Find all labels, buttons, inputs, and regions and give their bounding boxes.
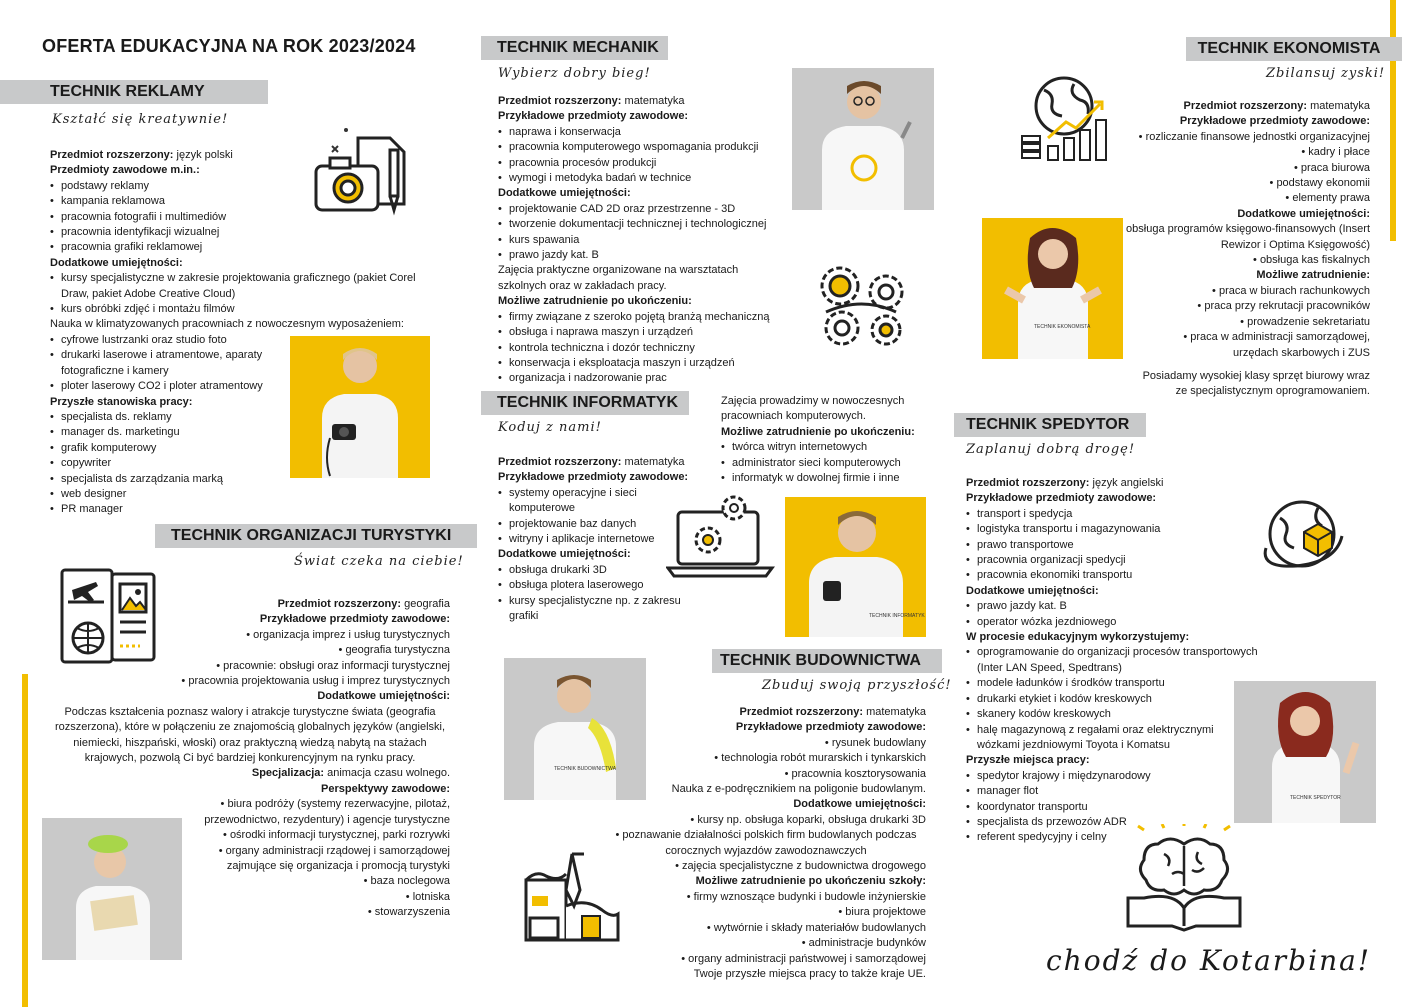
- list-item: • transport i spedycja: [966, 507, 1286, 522]
- photo-student-mechanik: [792, 68, 934, 210]
- list-item: • firmy związane z szeroko pojętą branżą mechaniczną: [498, 310, 788, 325]
- list-item: • pracownia organizacji spedycji: [966, 553, 1286, 568]
- list-item: • administracje budynków: [606, 936, 926, 951]
- list-item: • technologia robót murarskich i tynkarskich: [606, 751, 926, 766]
- list-item: • obsługa programów księgowo-finansowych (Insert Rewizor i Optima Księgowość): [1110, 222, 1370, 253]
- list-item: • halę magazynową z regałami oraz elektrycznymi wózkami jezdniowymi Toyota i Komatsu: [966, 723, 1232, 754]
- list-item: • pracownia fotografii i multimediów: [50, 210, 440, 225]
- list-item: • obsługa plotera laserowego: [498, 578, 688, 593]
- list-item: • manager ds. marketingu: [50, 425, 440, 440]
- list-item: • modele ładunków i środków transportu: [966, 676, 1286, 691]
- slogan-reklamy: Kształć się kreatywnie!: [52, 112, 229, 127]
- photo-student-informatyk: [785, 497, 926, 637]
- icon-laptop-gears: [666, 494, 776, 589]
- shirt-label-budownictwa: TECHNIK BUDOWNICTWA: [554, 766, 617, 772]
- list-item: • administrator sieci komputerowych: [721, 456, 946, 471]
- list-item: • ploter laserowy CO2 i ploter atramentowy: [50, 379, 280, 394]
- list-item: • wymogi i metodyka badań w technice: [498, 171, 788, 186]
- list-item: • prawo jazdy kat. B: [498, 248, 788, 263]
- list-item: • pracownia kosztorysowania: [606, 767, 926, 782]
- list-item: • pracownia komputerowego wspomagania produkcji: [498, 140, 788, 155]
- list-item: • projektowanie CAD 2D oraz przestrzenne - 3D: [498, 202, 788, 217]
- ekonomista-content: Przedmiot rozszerzony: matematyka Przykładowe przedmioty zawodowe: • rozliczanie finansowe jednostki organizacyjnej • kadry i płace • praca biurowa • podstawy ekonomii • elementy prawa Dodatkowe umiejętności: • obsługa programów księgowo-finansowych (Insert Rewizor i Optima Księgowość) • obsługa kas fiskalnych Możliwe zatrudnienie: • praca w biurach rachunkowych • praca przy rekrutacji pracowników • prowadzenie sekretariatu • praca w administracji samorządowej, urzędach skarbowych i ZUS Posiadamy wysokiej klasy sprzęt biurowy wraz ze specjalistycznym oprogramowaniem.: [1110, 99, 1370, 400]
- list-item: • informatyk w dowolnej firmie i inne: [721, 471, 946, 486]
- list-item: • rysunek budowlany: [606, 736, 926, 751]
- slogan-informatyk: Koduj z nami!: [498, 420, 602, 435]
- list-item: • konserwacja i eksploatacja maszyn i urządzeń: [498, 356, 788, 371]
- list-item: • drukarki laserowe i atramentowe, aparaty fotograficzne i kamery: [50, 348, 280, 379]
- budownictwa-content: Przedmiot rozszerzony: matematyka Przykładowe przedmioty zawodowe: • rysunek budowlany • technologia robót murarskich i tynkarskich • pracownia kosztorysowania Nauka z e-podręcznikiem na poligonie budowlanym. Dodatkowe umiejętności: • kursy np. obsługa koparki, obsługa drukarki 3D • poznawanie działalności polskich firm budowlanych podczas corocznych wyjazdów zawodoznawczych • zajęcia specjalistyczne z budownictwa drogowego Możliwe zatrudnienie po ukończeniu szkoły: • firmy wznoszące budynki i budowle inżynierskie • biura projektowe • wytwórnie i składy materiałów budowlanych • administracje budynków • organy administracji państwowej i samorządowej Twoje przyszłe miejsca pracy to także kraje UE.: [606, 705, 926, 982]
- list-item: • operator wózka jezdniowego: [966, 615, 1286, 630]
- list-item: • kurs obróbki zdjęć i montażu filmów: [50, 302, 440, 317]
- list-item: • obsługa i naprawa maszyn i urządzeń: [498, 325, 788, 340]
- list-item: • praca w administracji samorządowej, urzędach skarbowych i ZUS: [1110, 330, 1370, 361]
- section-header-mechanik: TECHNIK MECHANIK: [481, 36, 668, 60]
- list-item: • tworzenie dokumentacji technicznej i technologicznej: [498, 217, 788, 232]
- list-item: • kurs spawania: [498, 233, 788, 248]
- photo-student-reklamy: [290, 336, 430, 478]
- section-header-ekonomista: TECHNIK EKONOMISTA: [1186, 37, 1402, 61]
- list-item: • koordynator transportu: [966, 800, 1286, 815]
- list-item: • referent spedycyjny i celny: [966, 830, 1286, 845]
- list-item: • poznawanie działalności polskich firm budowlanych podczas corocznych wyjazdów zawodoznawczych: [606, 828, 926, 859]
- list-item: • pracownia grafiki reklamowej: [50, 240, 440, 255]
- list-item: • kadry i płace: [1110, 145, 1370, 160]
- list-item: • stowarzyszenia: [180, 905, 450, 920]
- list-item: • copywriter: [50, 456, 440, 471]
- list-item: • kontrola techniczna i dozór techniczny: [498, 341, 788, 356]
- list-item: • obsługa kas fiskalnych: [1110, 253, 1370, 268]
- list-item: • witryny i aplikacje internetowe: [498, 532, 658, 547]
- spedytor-content: Przedmiot rozszerzony: język angielski Przykładowe przedmioty zawodowe: • transport i spedycja • logistyka transportu i magazynowania • prawo transportowe • pracownia organizacji spedycji • pracownia ekonomiki transportu Dodatkowe umiejętności: • prawo jazdy kat. B • operator wózka jezdniowego W procesie edukacyjnym wykorzystujemy: • oprogramowanie do organizacji procesów transportowych (Inter LAN Speed, Spedtrans) • modele ładunków i środków transportu • drukarki etykiet i kodów kreskowych • skanery kodów kreskowych • halę magazynową z regałami oraz elektrycznymi wózkami jezdniowymi Toyota i Komatsu Przyszłe miejsca pracy: • spedytor krajowy i międzynarodowy • manager flot • koordynator transportu • specjalista ds przewozów ADR • referent spedycyjny i celny: [966, 476, 1286, 846]
- list-item: • specjalista ds przewozów ADR: [966, 815, 1286, 830]
- list-item: • prawo transportowe: [966, 538, 1286, 553]
- accent-bar-left: [22, 674, 28, 1007]
- photo-student-ekonomista: [982, 218, 1123, 359]
- list-item: • praca biurowa: [1110, 161, 1370, 176]
- list-item: • obsługa drukarki 3D: [498, 563, 688, 578]
- reklamy-content: Przedmiot rozszerzony: język polski Przedmioty zawodowe m.in.: • podstawy reklamy • kampania reklamowa • pracownia fotografii i multimediów • pracownia identyfikacji wizualnej • pracownia grafiki reklamowej Dodatkowe umiejętności: • kursy specjalistyczne w zakresie projektowania graficznego (pakiet Corel Draw, pakiet Adobe Creative Cloud) • kurs obróbki zdjęć i montażu filmów Nauka w klimatyzowanych pracowniach z nowoczesnym wyposażeniem: • cyfrowe lustrzanki oraz studio foto • drukarki laserowe i atramentowe, aparaty fotograficzne i kamery • ploter laserowy CO2 i ploter atramentowy Przyszłe stanowiska pracy: • specjalista ds. reklamy • manager ds. marketingu • grafik komputerowy • copywriter • specjalista ds zarządzania marką • web designer • PR manager: [50, 148, 440, 518]
- list-item: • PR manager: [50, 502, 440, 517]
- slogan-mechanik: Wybierz dobry bieg!: [498, 66, 651, 81]
- list-item: • kampania reklamowa: [50, 194, 440, 209]
- list-item: • specjalista ds zarządzania marką: [50, 472, 440, 487]
- list-item: • systemy operacyjne i sieci komputerowe: [498, 486, 658, 517]
- list-item: • podstawy reklamy: [50, 179, 440, 194]
- list-item: • cyfrowe lustrzanki oraz studio foto: [50, 333, 280, 348]
- list-item: • naprawa i konserwacja: [498, 125, 788, 140]
- slogan-turystyka: Świat czeka na ciebie!: [294, 554, 464, 569]
- list-item: • organizacja imprez i usług turystycznych: [50, 628, 450, 643]
- list-item: • projektowanie baz danych: [498, 517, 658, 532]
- list-item: • praca przy rekrutacji pracowników: [1110, 299, 1370, 314]
- list-item: • ośrodki informacji turystycznej, parki rozrywki: [180, 828, 450, 843]
- list-item: • pracownia projektowania usług i imprez turystycznych: [50, 674, 450, 689]
- icon-gears: [812, 262, 912, 357]
- icon-globe-finance: [1018, 74, 1110, 169]
- list-item: • manager flot: [966, 784, 1286, 799]
- shirt-label-informatyk: TECHNIK INFORMATYK: [869, 613, 925, 619]
- list-item: • web designer: [50, 487, 440, 502]
- section-header-reklamy: TECHNIK REKLAMY: [0, 80, 268, 104]
- list-item: • lotniska: [180, 890, 450, 905]
- shirt-label-ekonomista: TECHNIK EKONOMISTA: [1034, 324, 1091, 330]
- list-item: • specjalista ds. reklamy: [50, 410, 440, 425]
- list-item: • logistyka transportu i magazynowania: [966, 522, 1286, 537]
- list-item: • elementy prawa: [1110, 191, 1370, 206]
- slogan-ekonomista: Zbilansuj zyski!: [1266, 66, 1386, 81]
- slogan-budownictwa: Zbuduj swoją przyszłość!: [762, 678, 952, 693]
- list-item: • organy administracji rządowej i samorządowej zajmujące się organizacja i promocją turystyki: [180, 844, 450, 875]
- list-item: • biura projektowe: [606, 905, 926, 920]
- list-item: • pracownia ekonomiki transportu: [966, 568, 1286, 583]
- list-item: • wytwórnie i składy materiałów budowlanych: [606, 921, 926, 936]
- list-item: • prawo jazdy kat. B: [966, 599, 1286, 614]
- list-item: • organy administracji państwowej i samorządowej: [606, 952, 926, 967]
- turystyka-content: Przedmiot rozszerzony: geografia Przykładowe przedmioty zawodowe: • organizacja imprez i usług turystycznych • geografia turystyczna • pracownie: obsługi oraz informacji turystycznej • pracownia projektowania usług i imprez turystycznych Dodatkowe umiejętności: Podczas kształcenia poznasz walory i atrakcje turystyczne świata (geografia rozszerzona), które w połączeniu ze znajomością globalnych języków (angielski, niemiecki, hiszpański, włoski) oraz praktyczną wiedzą nabytą na stażach krajowych, pozwolą Ci być bardziej konkurencyjnym na rynku pracy. Specjalizacja: animacja czasu wolnego. Perspektywy zawodowe: • biura podróży (systemy rezerwacyjne, pilotaż, przewodnictwo, rezydentury) i agencje turystyczne • ośrodki informacji turystycznej, parki rozrywki • organy administracji rządowej i samorządowej zajmujące się organizacja i promocją turystyki • baza noclegowa • lotniska • stowarzyszenia: [50, 597, 450, 921]
- section-header-spedytor: TECHNIK SPEDYTOR: [954, 413, 1146, 437]
- closing-slogan: chodź do Kotarbina!: [1046, 944, 1372, 977]
- photo-student-spedytor: [1234, 681, 1376, 823]
- icon-construction-trowel: [522, 846, 622, 951]
- list-item: • geografia turystyczna: [50, 643, 450, 658]
- list-item: • drukarki etykiet i kodów kreskowych: [966, 692, 1286, 707]
- icon-brain-book: [1124, 824, 1244, 939]
- list-item: • kursy specjalistyczne np. z zakresu grafiki: [498, 594, 688, 625]
- list-item: • organizacja i nadzorowanie prac: [498, 371, 788, 386]
- section-header-budownictwa: TECHNIK BUDOWNICTWA: [712, 649, 942, 673]
- section-header-turystyka: TECHNIK ORGANIZACJI TURYSTYKI: [155, 524, 477, 548]
- list-item: • kursy np. obsługa koparki, obsługa drukarki 3D: [606, 813, 926, 828]
- mechanik-content: Przedmiot rozszerzony: matematyka Przykładowe przedmioty zawodowe: • naprawa i konserwacja • pracownia komputerowego wspomagania produkcji • pracownia procesów produkcji • wymogi i metodyka badań w technice Dodatkowe umiejętności: • projektowanie CAD 2D oraz przestrzenne - 3D • tworzenie dokumentacji technicznej i technologicznej • kurs spawania • prawo jazdy kat. B Zajęcia praktyczne organizowane na warsztatach szkolnych oraz w zakładach pracy. Możliwe zatrudnienie po ukończeniu: • firmy związane z szeroko pojętą branżą mechaniczną • obsługa i naprawa maszyn i urządzeń • kontrola techniczna i dozór techniczny • konserwacja i eksploatacja maszyn i urządzeń • organizacja i nadzorowanie prac: [498, 94, 788, 387]
- photo-student-turystyka: [42, 818, 182, 960]
- page-title: OFERTA EDUKACYJNA NA ROK 2023/2024: [42, 36, 416, 56]
- list-item: • spedytor krajowy i międzynarodowy: [966, 769, 1286, 784]
- list-item: • firmy wznoszące budynki i budowle inżynierskie: [606, 890, 926, 905]
- informatyk-content-right: Zajęcia prowadzimy w nowoczesnych pracowniach komputerowych. Możliwe zatrudnienie po ukończeniu: • twórca witryn internetowych • administrator sieci komputerowych • informatyk w dowolnej firmie i inne: [721, 394, 946, 486]
- list-item: • pracownie: obsługi oraz informacji turystycznej: [50, 659, 450, 674]
- list-item: • grafik komputerowy: [50, 441, 440, 456]
- list-item: • skanery kodów kreskowych: [966, 707, 1286, 722]
- list-item: • podstawy ekonomii: [1110, 176, 1370, 191]
- list-item: • baza noclegowa: [180, 874, 450, 889]
- shirt-label-spedytor: TECHNIK SPEDYTOR: [1290, 795, 1341, 801]
- list-item: • zajęcia specjalistyczne z budownictwa drogowego: [606, 859, 926, 874]
- slogan-spedytor: Zaplanuj dobrą drogę!: [966, 442, 1136, 457]
- list-item: • kursy specjalistyczne w zakresie projektowania graficznego (pakiet Corel Draw, pakiet Adobe Creative Cloud): [50, 271, 440, 302]
- list-item: • praca w biurach rachunkowych: [1110, 284, 1370, 299]
- list-item: • twórca witryn internetowych: [721, 440, 946, 455]
- list-item: • rozliczanie finansowe jednostki organizacyjnej: [1110, 130, 1370, 145]
- list-item: • pracownia procesów produkcji: [498, 156, 788, 171]
- list-item: • biura podróży (systemy rezerwacyjne, pilotaż, przewodnictwo, rezydentury) i agencje turystyczne: [180, 797, 450, 828]
- list-item: • oprogramowanie do organizacji procesów transportowych (Inter LAN Speed, Spedtrans): [966, 645, 1277, 676]
- informatyk-content: Przedmiot rozszerzony: matematyka Przykładowe przedmioty zawodowe: • systemy operacyjne i sieci komputerowe • projektowanie baz danych • witryny i aplikacje internetowe Dodatkowe umiejętności: • obsługa drukarki 3D • obsługa plotera laserowego • kursy specjalistyczne np. z zakresu grafiki: [498, 455, 703, 624]
- section-header-informatyk: TECHNIK INFORMATYK: [481, 391, 689, 415]
- list-item: • prowadzenie sekretariatu: [1110, 315, 1370, 330]
- list-item: • pracownia identyfikacji wizualnej: [50, 225, 440, 240]
